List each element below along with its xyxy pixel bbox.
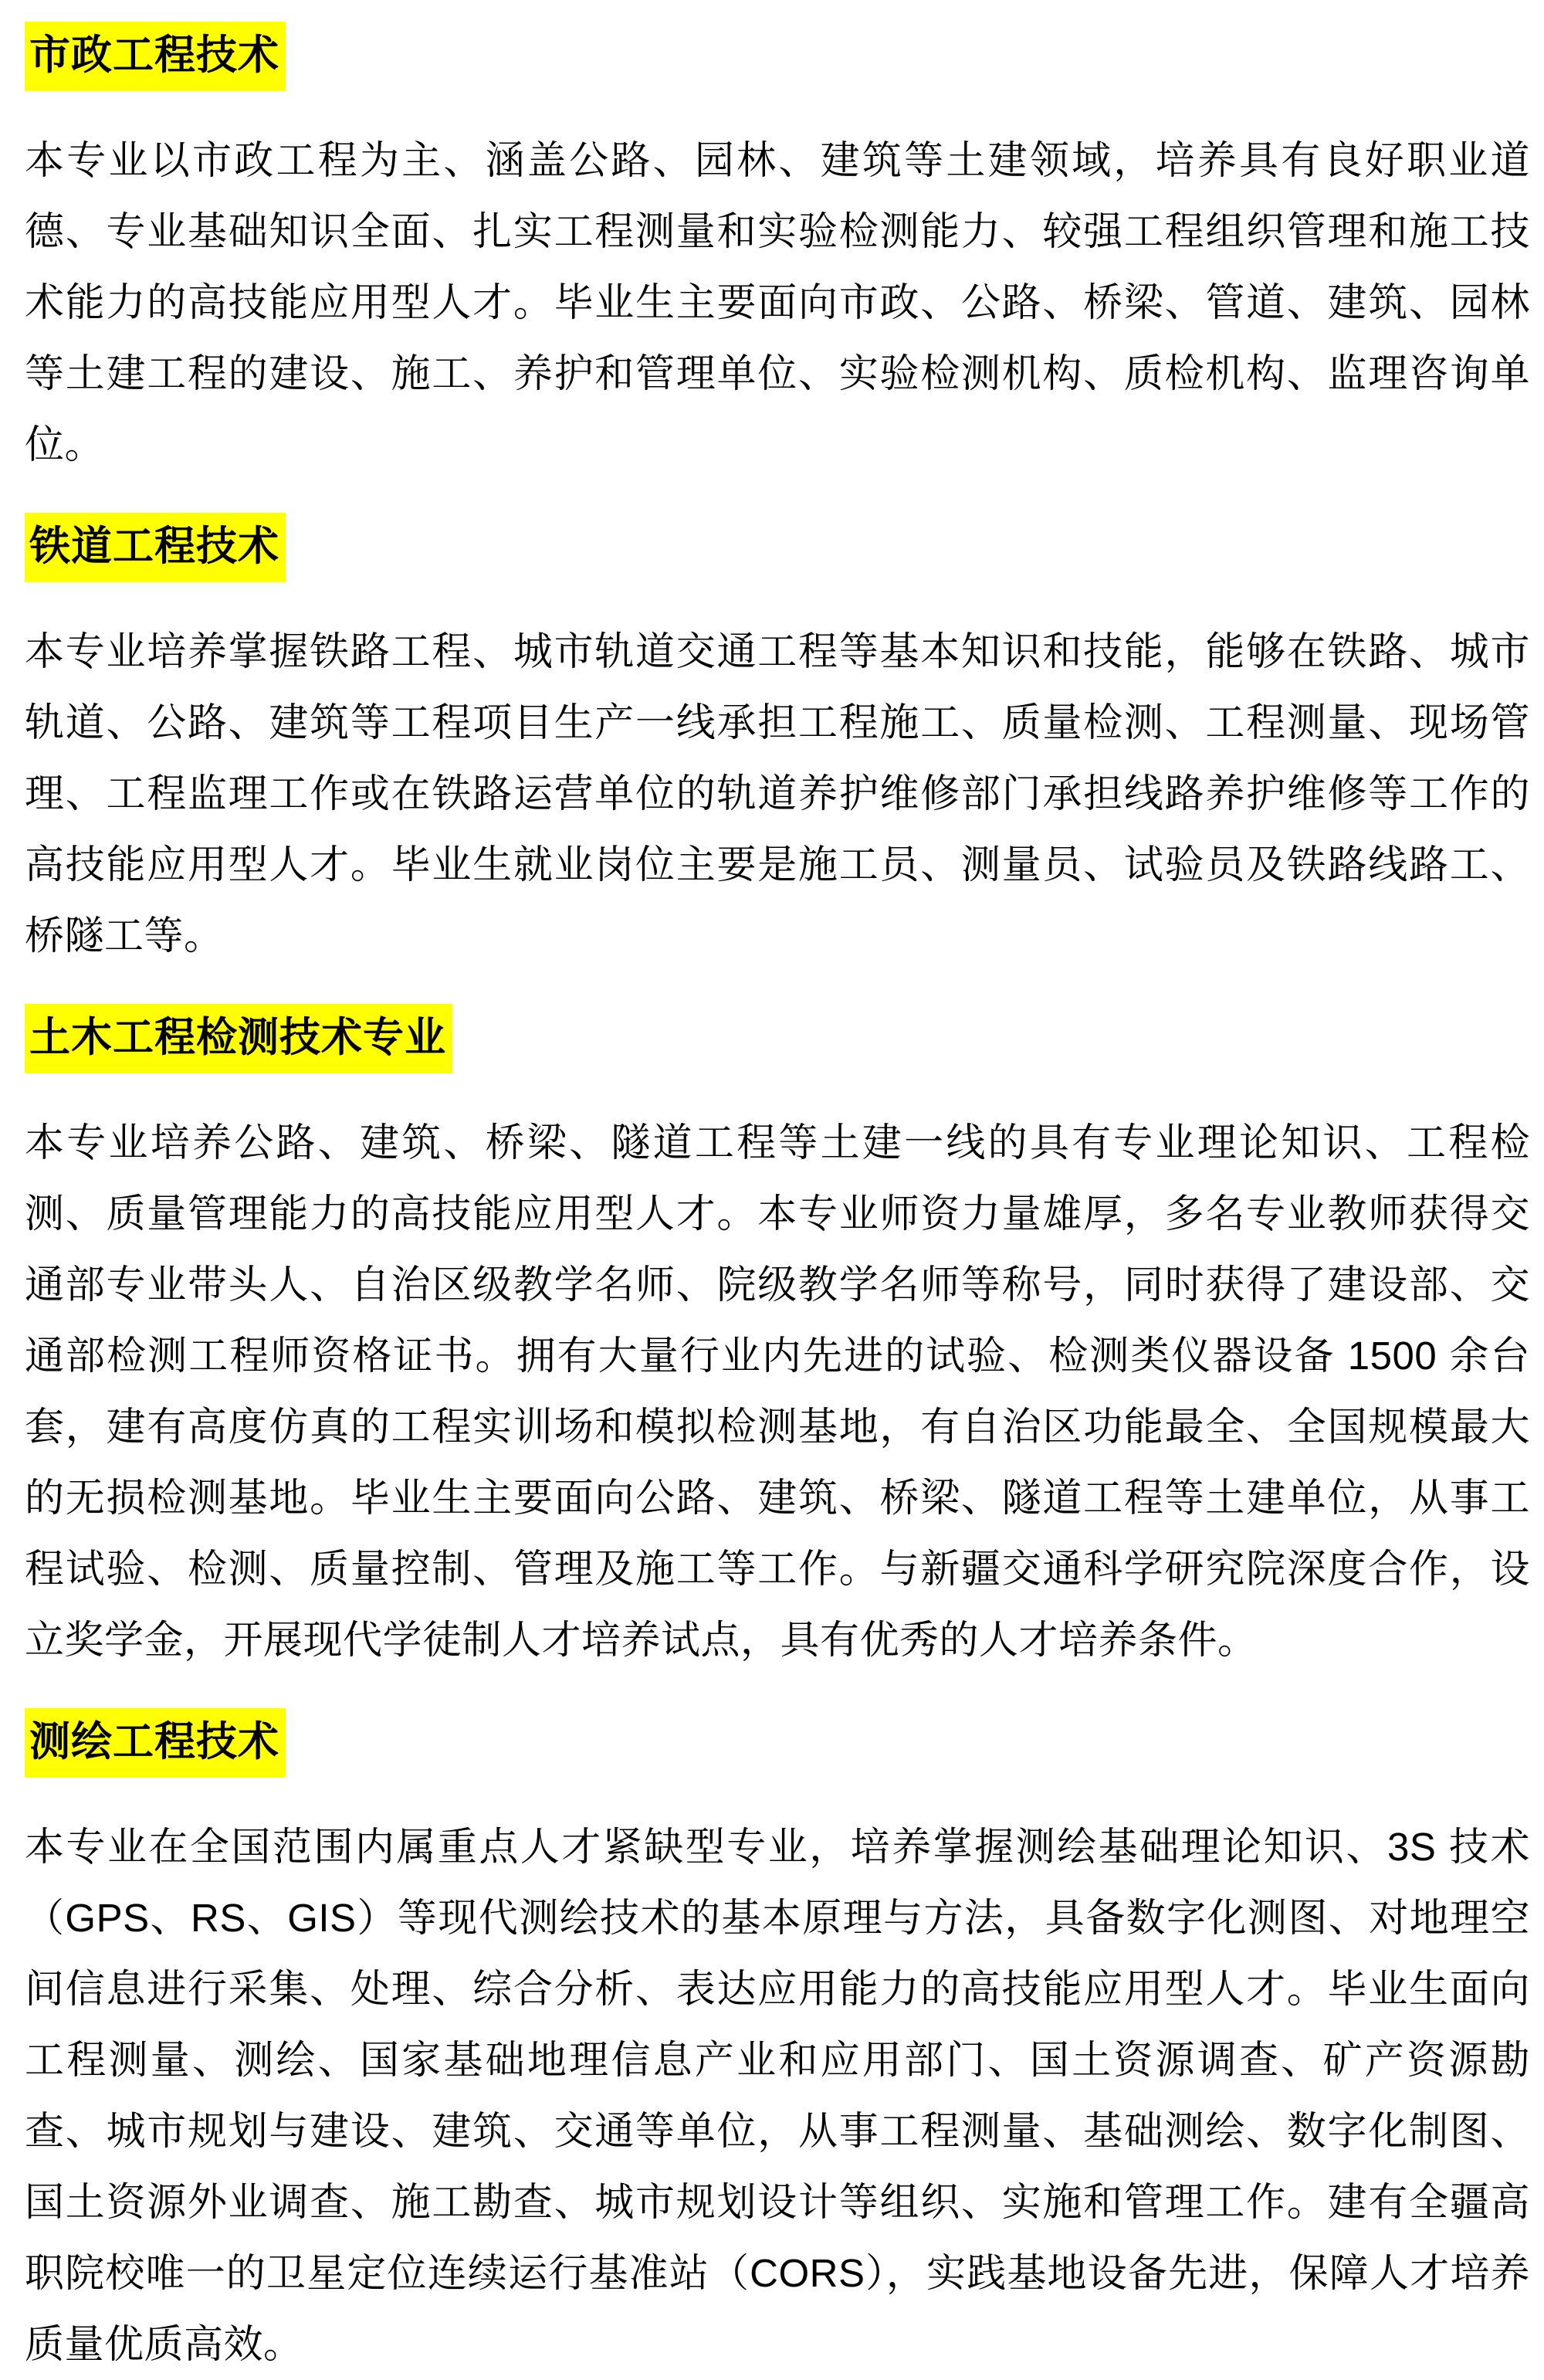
section-heading-highlighted: 土木工程检测技术专业 bbox=[25, 1004, 452, 1073]
section-railway-engineering bbox=[25, 513, 1530, 616]
section-heading-highlighted: 市政工程技术 bbox=[25, 22, 286, 91]
section-civil-engineering-testing bbox=[25, 1004, 1530, 1107]
section-paragraph: 本专业培养掌握铁路工程、城市轨道交通工程等基本知识和技能，能够在铁路、城市轨道、公路、建筑等工程项目生产一线承担工程施工、质量检测、工程测量、现场管理、工程监理工作或在铁路运营单位的轨道养护维修部门承担线路养护维修等工作的高技能应用型人才。毕业生就业岗位主要是施工员、测量员、试验员及铁路线路工、桥隧工等。 bbox=[25, 629, 1530, 958]
section-heading-highlighted: 铁道工程技术 bbox=[25, 513, 286, 582]
section-surveying-engineering bbox=[25, 1708, 1530, 1812]
section-paragraph: 本专业以市政工程为主、涵盖公路、园林、建筑等土建领域，培养具有良好职业道德、专业基础知识全面、扎实工程测量和实验检测能力、较强工程组织管理和施工技术能力的高技能应用型人才。毕业生主要面向市政、公路、桥梁、管道、建筑、园林等土建工程的建设、施工、养护和管理单位、实验检测机构、质检机构、监理咨询单位。 bbox=[25, 138, 1530, 466]
section-paragraph: 本专业在全国范围内属重点人才紧缺型专业，培养掌握测绘基础理论知识、3S 技术（GPS、RS、GIS）等现代测绘技术的基本原理与方法，具备数字化测图、对地理空间信息进行采集、处理、综合分析、表达应用能力的高技能应用型人才。毕业生面向工程测量、测绘、国家基础地理信息产业和应用部门、国土资源调查、矿产资源勘查、城市规划与建设、建筑、交通等单位，从事工程测量、基础测绘、数字化制图、国土资源外业调查、施工勘查、城市规划设计等组织、实施和管理工作。建有全疆高职院校唯一的卫星定位连续运行基准站（CORS），实践基地设备先进，保障人才培养质量优质高效。 bbox=[25, 1825, 1530, 2366]
section-municipal-engineering bbox=[25, 22, 1530, 125]
section-heading-highlighted: 测绘工程技术 bbox=[25, 1708, 286, 1778]
section-paragraph: 本专业培养公路、建筑、桥梁、隧道工程等土建一线的具有专业理论知识、工程检测、质量管理能力的高技能应用型人才。本专业师资力量雄厚，多名专业教师获得交通部专业带头人、自治区级教学名师、院级教学名师等称号，同时获得了建设部、交通部检测工程师资格证书。拥有大量行业内先进的试验、检测类仪器设备 1500 余台套，建有高度仿真的工程实训场和模拟检测基地，有自治区功能最全、全国规模最大的无损检测基地。毕业生主要面向公路、建筑、桥梁、隧道工程等土建单位，从事工程试验、检测、质量控制、管理及施工等工作。与新疆交通科学研究院深度合作，设立奖学金，开展现代学徒制人才培养试点，具有优秀的人才培养条件。 bbox=[25, 1120, 1530, 1662]
